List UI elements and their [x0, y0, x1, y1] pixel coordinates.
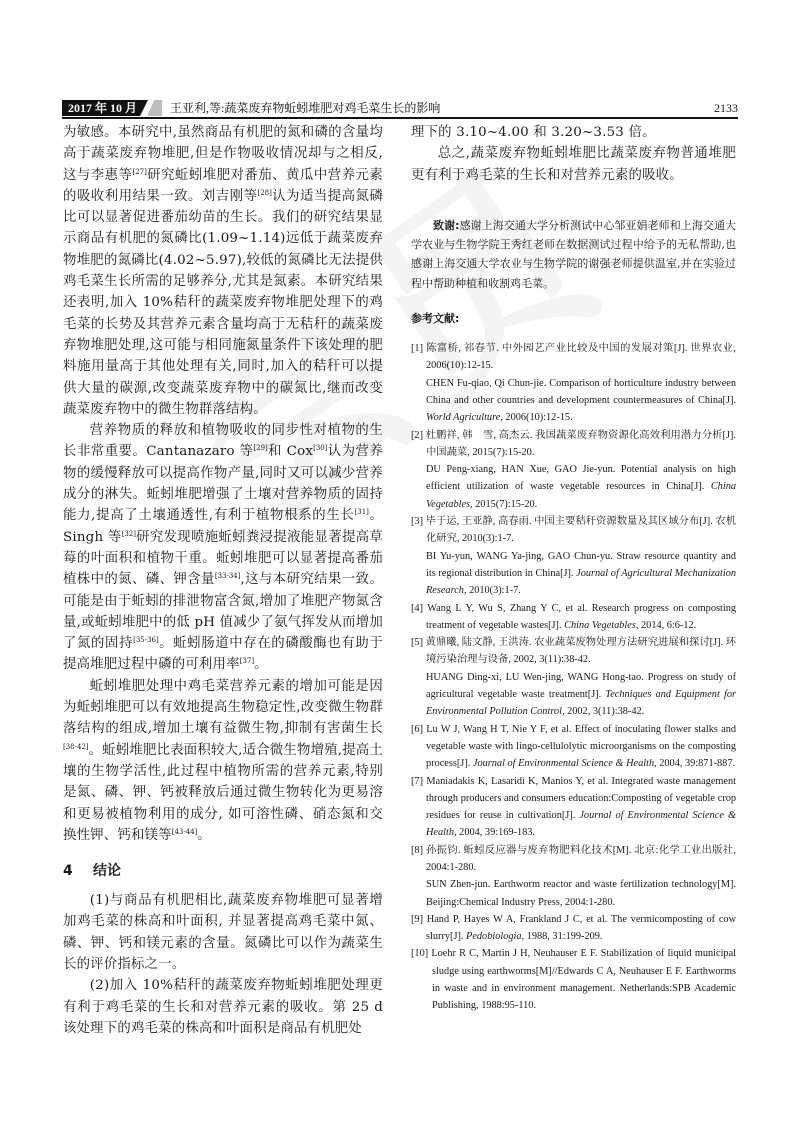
- running-header: [62, 100, 738, 116]
- text: 研究蚯蚓堆肥对番茄、黄瓜中营养元素的吸收利用结果一致。刘吉刚等: [63, 167, 384, 204]
- reference-number: [3]: [411, 516, 424, 528]
- journal-title: Techniques and Equipment for Environmental Pollution Control: [426, 689, 737, 718]
- left-column: [63, 122, 383, 1039]
- reference-item: [411, 634, 736, 669]
- citation[interactable]: [30]: [313, 444, 328, 453]
- citation[interactable]: [33-34]: [214, 572, 241, 581]
- text: 认为适当提高氮磷比可以显著促进番茄幼苗的生长。我们的研究结果显示商品有机肥的氮磷比(1.09~1.14)远低于蔬菜废弃物堆肥的氮磷比(4.02~5.97),较低的氮磷比无法提供鸡毛菜生长所需的足够养分,尤其是氮素。本研究结果还表明,加入 10%秸秆的蔬菜废弃物堆肥处理下的鸡毛菜的长势及其营养元素含量均高于无秸秆的蔬菜废弃物堆肥处理,这可能与相同施氮量条件下该处理的肥料施用量高于其他处理有关,同时,加入的秸秆可以提供大量的碳源,改变蔬菜废弃物中的碳氮比,继而改变蔬菜废弃物中的微生物群落结构。: [63, 188, 383, 417]
- text: 营养物质的释放和植物吸收的同步性对植物的生长非常重要。Cantanazaro 等: [63, 423, 383, 460]
- text: SUN Zhen-jun. Earthworm reactor and waste fertilization technology[M]. Beijing:Chemical Industry Press, 2004:1-280.: [426, 879, 736, 908]
- journal-title: China Vegetables: [564, 619, 636, 631]
- text: 为敏感。本研究中,虽然商品有机肥的氮和磷的含量均高于蔬菜废弃物堆肥,但是作物吸收情况却与之相反,这与李惠等: [63, 125, 383, 183]
- reference-english: [411, 375, 736, 427]
- reference-chinese: 陈富桥, 祁春节. 中外园艺产业比较及中国的发展对策[J]. 世界农业, 2006(10):12-15.: [426, 343, 737, 372]
- conclusion-1: (1)与商品有机肥相比,蔬菜废弃物堆肥可显著增加鸡毛菜的株高和叶面积, 并显著提高鸡毛菜中氮、磷、钾、钙和镁元素的含量。氮磷比可以作为蔬菜生长的评价指标之一。: [63, 893, 383, 972]
- acknowledgement-label: 致谢:: [433, 218, 460, 232]
- reference-number: [7]: [411, 775, 424, 787]
- conclusion-2: (2)加入 10%秸秆的蔬菜废弃物蚯蚓堆肥处理更有利于鸡毛菜的生长和对营养元素的吸收。第 25 d 该处理下的鸡毛菜的株高和叶面积是商品有机肥处: [63, 978, 383, 1036]
- section-title: 结论: [93, 863, 121, 880]
- reference-english: [411, 548, 736, 600]
- conclusion-2-continued: 理下的 3.10~4.00 和 3.20~3.53 倍。: [411, 125, 656, 140]
- right-column: [411, 122, 736, 1015]
- citation[interactable]: [32]: [121, 529, 136, 538]
- citation[interactable]: [38-42]: [63, 742, 89, 751]
- reference-item: [411, 513, 736, 548]
- text: 。: [254, 657, 268, 673]
- text: Wang L Y, Wu S, Zhang Y C, et al. Research progress on composting treatment of vegetable wastes[J].: [426, 602, 737, 631]
- text: Lu W J, Wang H T, Nie Y F, et al. Effect of inoculating flower stalks and vegetable waste with lingo-cellulolytic microorganisms on the composting process[J].: [426, 723, 736, 770]
- text: 。Singh 等: [63, 508, 383, 545]
- references-heading: 参考文献:: [411, 312, 460, 326]
- acknowledgement: [411, 216, 736, 293]
- journal-title: Journal of Environmental Science & Health: [472, 758, 655, 770]
- issue-date: 2017 年 10 月: [62, 100, 140, 116]
- journal-title: Journal of Environmental Science & Health: [426, 810, 736, 839]
- journal-title: China Vegetables: [426, 481, 736, 510]
- header-rule: [62, 117, 738, 119]
- text: 。: [197, 827, 211, 843]
- citation[interactable]: [37]: [239, 657, 255, 666]
- reference-chinese: 杜鹏祥, 韩 雪, 高杰云. 我国蔬菜废弃物资源化高效利用潜力分析[J]. 中国蔬菜, 2015(7):15-20.: [425, 429, 736, 458]
- text: , 2014, 6:6-12.: [635, 619, 697, 631]
- text: HUANG Ding-xi, LU Wen-jing, WANG Hong-tao. Progress on study of agricultural vegetable waste treatment[J].: [426, 671, 736, 701]
- citation[interactable]: [35-36]: [133, 636, 159, 645]
- reference-english: [411, 461, 736, 513]
- text: , 2002, 3(11):38-42.: [561, 706, 645, 718]
- text: , 1988, 31:199-209.: [521, 931, 603, 943]
- paragraph-discussion-1: [63, 122, 383, 420]
- reference-item: [411, 842, 736, 877]
- reference-number: [5]: [411, 637, 424, 649]
- reference-number: [1]: [411, 343, 424, 355]
- text: 认为营养物的缓慢释放可以提高作物产量,同时又可以减少营养成分的淋失。蚯蚓堆肥增强了土壤对营养物质的固持能力,提高了土壤通透性,有利于植物根系的生长: [63, 444, 383, 524]
- reference-item: [411, 721, 736, 773]
- reference-number: [2]: [411, 429, 424, 441]
- paragraph-discussion-2: [63, 420, 383, 676]
- acknowledgement-text: 感谢上海交通大学分析测试中心邹亚娟老师和上海交通大学农业与生物学院王秀红老师在数据测试过程中给予的无私帮助,也感谢上海交通大学农业与生物学院的谢强老师提供温室,并在实验过程中帮助种植和收割鸡毛菜。: [411, 218, 737, 290]
- reference-english: [411, 876, 736, 911]
- reference-chinese: 黄鼎曦, 陆文静, 王洪涛. 农业蔬菜废物处理方法研究进展和探讨[J]. 环境污染治理与设备, 2002, 3(11):38-42.: [425, 637, 736, 666]
- text: ,这与本研究结果一致。可能是由于蚯蚓的排泄物富含氮,增加了堆肥产物氮含量,或蚯蚓堆肥中的低 pH 值减少了氨气挥发从而增加了氮的固持: [63, 572, 383, 652]
- reference-item: [411, 911, 736, 946]
- text: 。蚯蚓肠道中存在的磷酸酶也有助于提高堆肥过程中磷的可利用率: [63, 636, 384, 673]
- journal-title: Pedobiologia: [466, 931, 522, 943]
- text: Loehr R C, Martin J H, Neuhauser E F. Stabilization of liquid municipal sludge using earthworms[M]//Edwards C A, Neuhauser E F. Earthworms in waste and in environment management. Netherlands:SPB Academic Publishing, 1988:95-110.: [431, 948, 737, 1012]
- text: 。蚯蚓堆肥比表面积较大,适合微生物增殖,提高土壤的生物学活性,此过程中植物所需的营养元素,特别是氮、磷、钾、钙被释放后通过微生物转化为更易溶和更易被植物利用的成分, 如可溶性磷、硝态氮和交换性钾、钙和镁等: [63, 742, 383, 843]
- reference-number: [9]: [411, 913, 424, 925]
- text: CHEN Fu-qiao, Qi Chun-jie. Comparison of horticulture industry between China and other countries and development countermeasures of China[J].: [426, 377, 736, 406]
- citation[interactable]: [27]: [132, 167, 147, 176]
- header-decoration-grey: [148, 100, 162, 116]
- paragraph-discussion-3: [63, 676, 383, 846]
- reference-chinese: 孙振钧. 蚯蚓反应器与废弃物肥料化技术[M]. 北京:化学工业出版社, 2004:1-280.: [425, 844, 737, 873]
- reference-english: [411, 669, 736, 721]
- reference-item: [411, 773, 736, 842]
- citation[interactable]: [43-44]: [171, 827, 198, 836]
- text: , 2015(7):15-20.: [470, 498, 538, 510]
- reference-number: [10]: [411, 948, 429, 960]
- reference-number: [4]: [411, 602, 424, 614]
- text: 研究发现喷施蚯蚓粪浸提液能显著提高草莓的叶面积和植物干重。蚯蚓堆肥可以显著提高番茄植株中的氮、磷、钾含量: [63, 529, 383, 588]
- reference-number: [6]: [411, 723, 424, 735]
- section-number: 4: [63, 863, 73, 880]
- text: , 2010(3):1-7.: [463, 585, 521, 597]
- reference-list: [411, 340, 736, 1015]
- reference-item: [411, 340, 736, 375]
- text: , 2004, 39:871-887.: [654, 758, 736, 770]
- summary-paragraph: 总之,蔬菜废弃物蚯蚓堆肥比蔬菜废弃物普通堆肥更有利于鸡毛菜的生长和对营养元素的吸收。: [411, 146, 736, 183]
- text: , 2004, 39:169-183.: [454, 827, 535, 839]
- text: Maniadakis K, Lasaridi K, Manios Y, et al. Integrated waste management through producers and consumers education:Composting of vegetable crop residues for reuse in cultivation[J].: [426, 775, 736, 822]
- text: 和 Cox: [267, 444, 314, 460]
- citation[interactable]: [29]: [253, 444, 268, 453]
- header-decoration: [140, 100, 148, 116]
- text: DU Peng-xiang, HAN Xue, GAO Jie-yun. Potential analysis on high efficient utilization of waste vegetable resources in China[J].: [426, 464, 736, 493]
- journal-title: World Agriculture: [426, 412, 501, 424]
- citation[interactable]: [31]: [354, 508, 369, 517]
- text: Hand P, Hayes W A, Frankland J C, et al. The vermicomposting of cow slurry[J].: [426, 913, 736, 943]
- journal-title: Journal of Agricultural Mechanization Research: [426, 567, 736, 597]
- section-heading-conclusion: [63, 860, 383, 880]
- citation[interactable]: [28]: [257, 188, 272, 197]
- reference-chinese: 毕于运, 王亚静, 高春雨. 中国主要秸秆资源数量及其区域分布[J]. 农机化研究, 2010(3):1-7.: [425, 516, 736, 545]
- text: , 2006(10):12-15.: [500, 412, 573, 424]
- running-title: 王亚利,等:蔬菜废弃物蚯蚓堆肥对鸡毛菜生长的影响: [170, 101, 441, 115]
- reference-item: [411, 945, 736, 1014]
- text: BI Yu-yun, WANG Ya-jing, GAO Chun-yu. Straw resource quantity and its regional distribution in China[J].: [426, 550, 736, 579]
- text: 蚯蚓堆肥处理中鸡毛菜营养元素的增加可能是因为蚯蚓堆肥可以有效地提高生物稳定性,改变微生物群落结构的组成,增加土壤有益微生物,抑制有害菌生长: [63, 678, 383, 737]
- reference-number: [8]: [411, 844, 424, 856]
- reference-item: [411, 427, 736, 462]
- page-number: 2133: [714, 101, 738, 115]
- reference-item: [411, 600, 736, 635]
